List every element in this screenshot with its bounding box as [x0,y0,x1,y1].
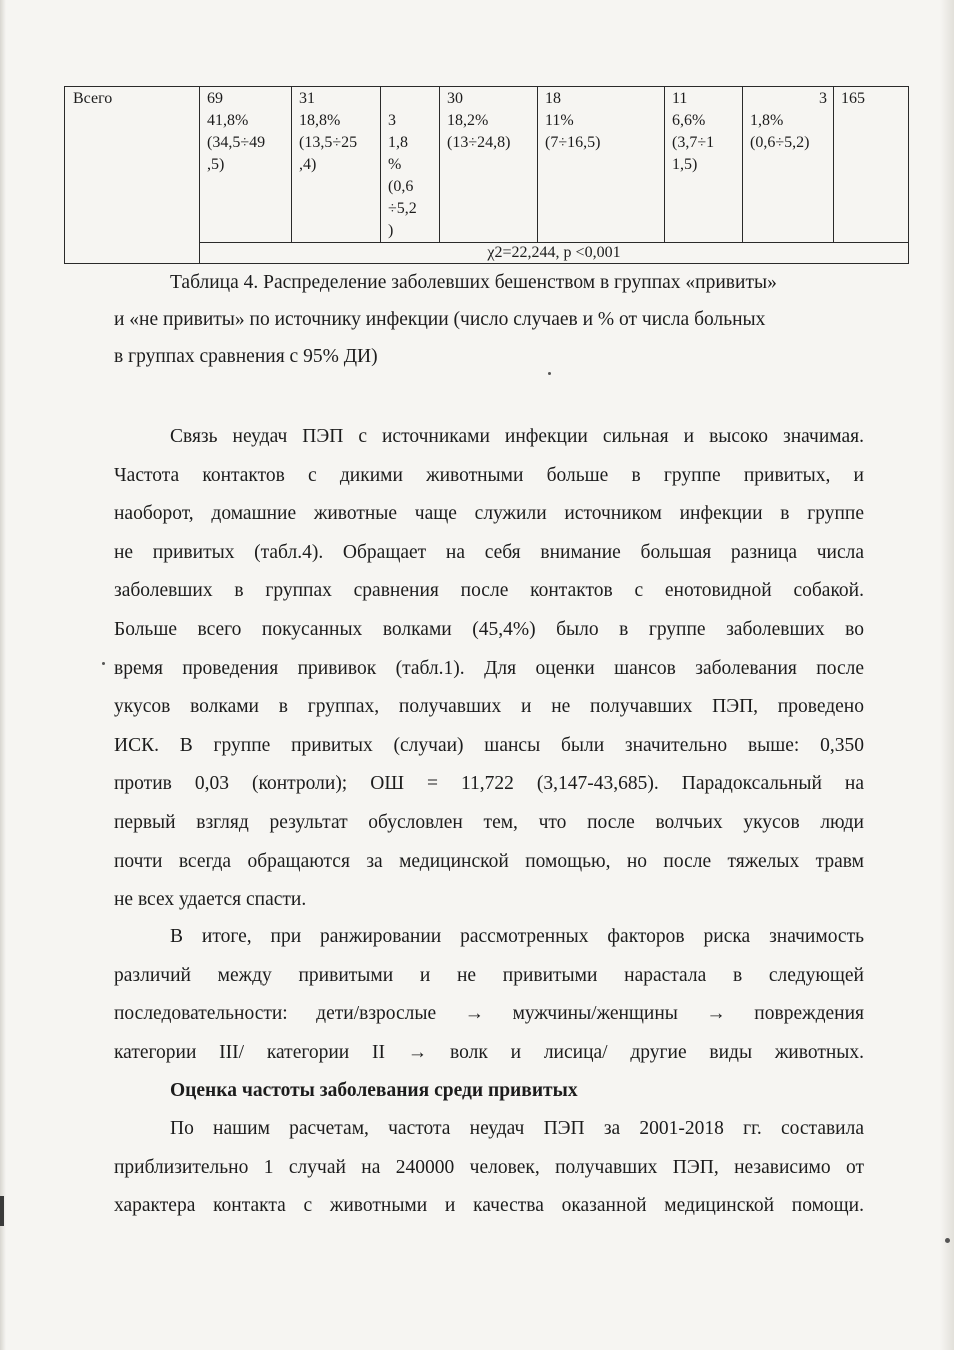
cell-percent: 11% [545,112,574,129]
section-heading: Оценка частоты заболевания среди привитых [170,1080,578,1101]
table-cell [665,87,743,243]
cell-percent: 18,2% [447,112,489,129]
text-line: первый взгляд результат обусловлен тем, что после волчьих укусов люди [114,811,864,833]
table-caption [114,264,864,375]
text-line: категории III/ категории II → волк и лисица/ другие виды животных. [114,1041,864,1063]
scan-speck [945,1238,950,1243]
cell-count: 3 [819,90,827,107]
text-line: различий между привитыми и не привитыми нарастала в следующей [114,964,864,986]
cell-count: 11 [672,90,688,107]
chi-square-text: χ2=22,244, р <0,001 [487,244,621,261]
caption-line: и «не привиты» по источнику инфекции (число случаев и % от числа больных [114,309,766,330]
text-line: характера контакта с животными и качества оказанной медицинской помощи. [114,1195,864,1217]
text-line: время проведения прививок (табл.1). Для оценки шансов заболевания после [114,657,864,679]
cell-ci: (0,6÷5,2) [750,134,810,151]
text-line: Частота контактов с дикими животными больше в группе привитых, и [114,464,864,486]
text-line: почти всегда обращаются за медицинской помощью, но после тяжелых травм [114,850,864,872]
cell-percent: 1,8 [388,134,408,151]
paragraph-infection-sources [114,418,864,920]
table-cell [538,87,665,243]
chi-square-cell [200,243,909,264]
cell-percent: 41,8% [207,112,249,129]
caption-line: в группах сравнения с 95% ДИ) [114,346,378,367]
cell-ci-cont: 1,5) [672,156,698,173]
cell-ci: (13÷24,8) [447,134,511,151]
cell-percent: 6,6% [672,112,706,129]
cell-ci: (3,7÷1 [672,134,715,151]
table-row-total [65,87,909,243]
text-line: не всех удается спасти. [114,889,307,911]
cell-ci: (13,5÷25 [299,134,358,151]
cell-count: 18 [545,90,561,107]
data-table [64,86,909,264]
text-line: В итоге, при ранжировании рассмотренных факторов риска значимость [170,926,864,947]
cell-count: 30 [447,90,463,107]
cell-percent: 18,8% [299,112,341,129]
cell-blank [388,88,433,110]
scan-speck [102,662,105,665]
text-line: не привитых (табл.4). Обращает на себя внимание большая разница числа [114,541,864,563]
cell-count: 31 [299,90,315,107]
text-line: заболевших в группах сравнения после контактов с енотовидной собакой. [114,580,864,602]
table-cell [743,87,834,243]
cell-ci: (34,5÷49 [207,134,266,151]
cell-count: 3 [388,112,396,129]
text-line: ИСК. В группе привитых (случаи) шансы были значительно выше: 0,350 [114,734,864,756]
table-cell [834,87,909,243]
table-cell [292,87,381,243]
text-line: против 0,03 (контроли); ОШ = 11,722 (3,147-43,685). Парадоксальный на [114,773,864,795]
cell-count: 69 [207,90,223,107]
paragraph-failure-rate [114,1110,864,1226]
cell-ci-end: ) [388,222,394,239]
cell-ci-cont: ÷5,2 [388,200,417,217]
cell-ci: (7÷16,5) [545,134,601,151]
text-line: Связь неудач ПЭП с источниками инфекции сильная и высоко значимая. [170,426,864,447]
table-cell [440,87,538,243]
cell-total: 165 [841,90,865,107]
cell-percent: 1,8% [750,112,784,129]
text-line: приблизительно 1 случай на 240000 человек, получавших ПЭП, независимо от [114,1156,864,1178]
row-label-cell [65,87,200,264]
table-cell [200,87,292,243]
text-line: По нашим расчетам, частота неудач ПЭП за 2001-2018 гг. составила [170,1118,864,1139]
text-line: последовательности: дети/взрослые → мужчины/женщины → повреждения [114,1003,864,1025]
paragraph-risk-ranking [114,918,864,1072]
page-edge-shadow-right [940,0,954,1350]
cell-percent-sign: % [388,156,402,173]
caption-line: Таблица 4. Распределение заболевших бешенством в группах «привиты» [170,272,777,293]
binder-mark [0,1196,4,1226]
cell-ci: (0,6 [388,178,414,195]
cell-ci-cont: ,5) [207,156,225,173]
text-line: Больше всего покусанных волками (45,4%) было в группе заболевших во [114,618,864,640]
text-line: укусов волками в группах, получавших и не получавших ПЭП, проведено [114,696,864,718]
row-label: Всего [73,90,113,107]
page-edge-shadow-left [0,0,6,1350]
cell-ci-cont: ,4) [299,156,317,173]
text-line: наоборот, домашние животные чаще служили источником инфекции в группе [114,503,864,525]
table-cell [381,87,440,243]
